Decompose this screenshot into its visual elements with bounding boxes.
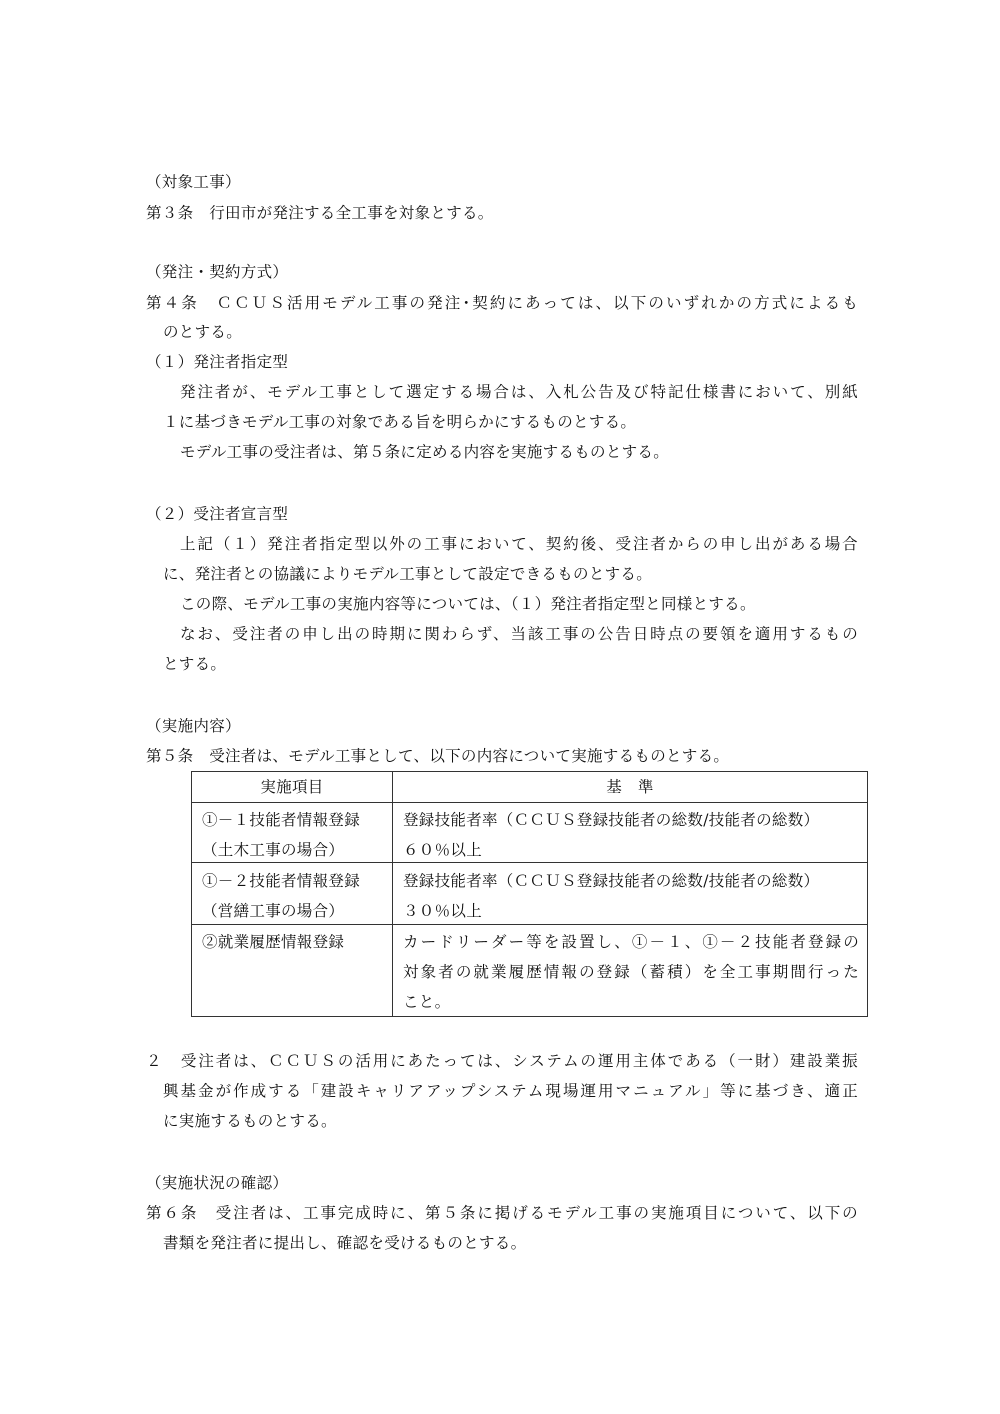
subsection-1-para-2: モデル工事の受注者は、第５条に定める内容を実施するものとする。 — [180, 443, 670, 461]
article-6-text-line-2: 書類を発注者に提出し、確認を受けるものとする。 — [163, 1234, 527, 1252]
subsection-1-para-1-line-2: １に基づきモデル工事の対象である旨を明らかにするものとする。 — [163, 413, 637, 431]
article-5-para-2-line-1: ２ 受注者は、ＣＣＵＳの活用にあたっては、システムの運用主体である（一財）建設業振 — [146, 1052, 858, 1070]
table-cell-item: （土木工事の場合） — [202, 841, 345, 859]
article-5-heading: （実施内容） — [146, 717, 241, 735]
article-4-text-line-2: のとする。 — [163, 323, 243, 341]
table-header-item: 実施項目 — [260, 778, 324, 796]
table-cell-criteria: こと。 — [403, 993, 451, 1011]
article-5-text: 第５条 受注者は、モデル工事として、以下の内容について実施するものとする。 — [146, 747, 730, 765]
article-4-text-line-1: 第４条 ＣＣＵＳ活用モデル工事の発注･契約にあっては、以下のいずれかの方式によるも — [146, 294, 858, 312]
article-6-heading: （実施状況の確認） — [146, 1174, 289, 1192]
article-3-text: 第３条 行田市が発注する全工事を対象とする。 — [146, 204, 494, 222]
implementation-table — [191, 771, 868, 1017]
subsection-1-title: （１）発注者指定型 — [146, 353, 289, 371]
table-row-divider — [192, 924, 867, 925]
article-4-heading: （発注・契約方式） — [146, 263, 289, 281]
article-5-para-2-line-3: に実施するものとする。 — [163, 1112, 337, 1130]
article-5-para-2-line-2: 興基金が作成する「建設キャリアアップシステム現場運用マニュアル」等に基づき、適正 — [163, 1082, 858, 1100]
table-cell-criteria: 対象者の就業履歴情報の登録（蓄積）を全工事期間行った — [403, 963, 859, 981]
table-cell-criteria: カードリーダー等を設置し、①－１、①－２技能者登録の — [403, 933, 859, 951]
table-cell-item: （営繕工事の場合） — [202, 902, 345, 920]
subsection-2-title: （２）受注者宣言型 — [146, 505, 289, 523]
subsection-2-para-3-line-2: とする。 — [163, 655, 227, 673]
table-cell-criteria: ３０％以上 — [403, 902, 483, 920]
table-cell-criteria: 登録技能者率（ＣＣＵＳ登録技能者の総数/技能者の総数） — [403, 872, 820, 890]
table-row-divider — [192, 862, 867, 863]
table-row-divider — [192, 802, 867, 803]
subsection-2-para-1-line-1: 上記（１）発注者指定型以外の工事において、契約後、受注者からの申し出がある場合 — [180, 535, 858, 553]
subsection-1-para-1-line-1: 発注者が、モデル工事として選定する場合は、入札公告及び特記仕様書において、別紙 — [180, 383, 858, 401]
table-cell-criteria: 登録技能者率（ＣＣＵＳ登録技能者の総数/技能者の総数） — [403, 811, 820, 829]
article-3-heading: （対象工事） — [146, 173, 241, 191]
table-cell-item: ①－２技能者情報登録 — [202, 872, 361, 890]
table-cell-criteria: ６０％以上 — [403, 841, 483, 859]
table-cell-item: ①－１技能者情報登録 — [202, 811, 361, 829]
subsection-2-para-1-line-2: に、発注者との協議によりモデル工事として設定できるものとする。 — [163, 565, 653, 583]
subsection-2-para-2: この際、モデル工事の実施内容等については、（１）発注者指定型と同様とする。 — [180, 595, 756, 613]
table-cell-item: ②就業履歴情報登録 — [202, 933, 345, 951]
table-header-criteria: 基 準 — [606, 778, 654, 796]
table-column-divider — [392, 772, 393, 1016]
subsection-2-para-3-line-1: なお、受注者の申し出の時期に関わらず、当該工事の公告日時点の要領を適用するもの — [180, 625, 858, 643]
article-6-text-line-1: 第６条 受注者は、工事完成時に、第５条に掲げるモデル工事の実施項目について、以下の — [146, 1204, 858, 1222]
